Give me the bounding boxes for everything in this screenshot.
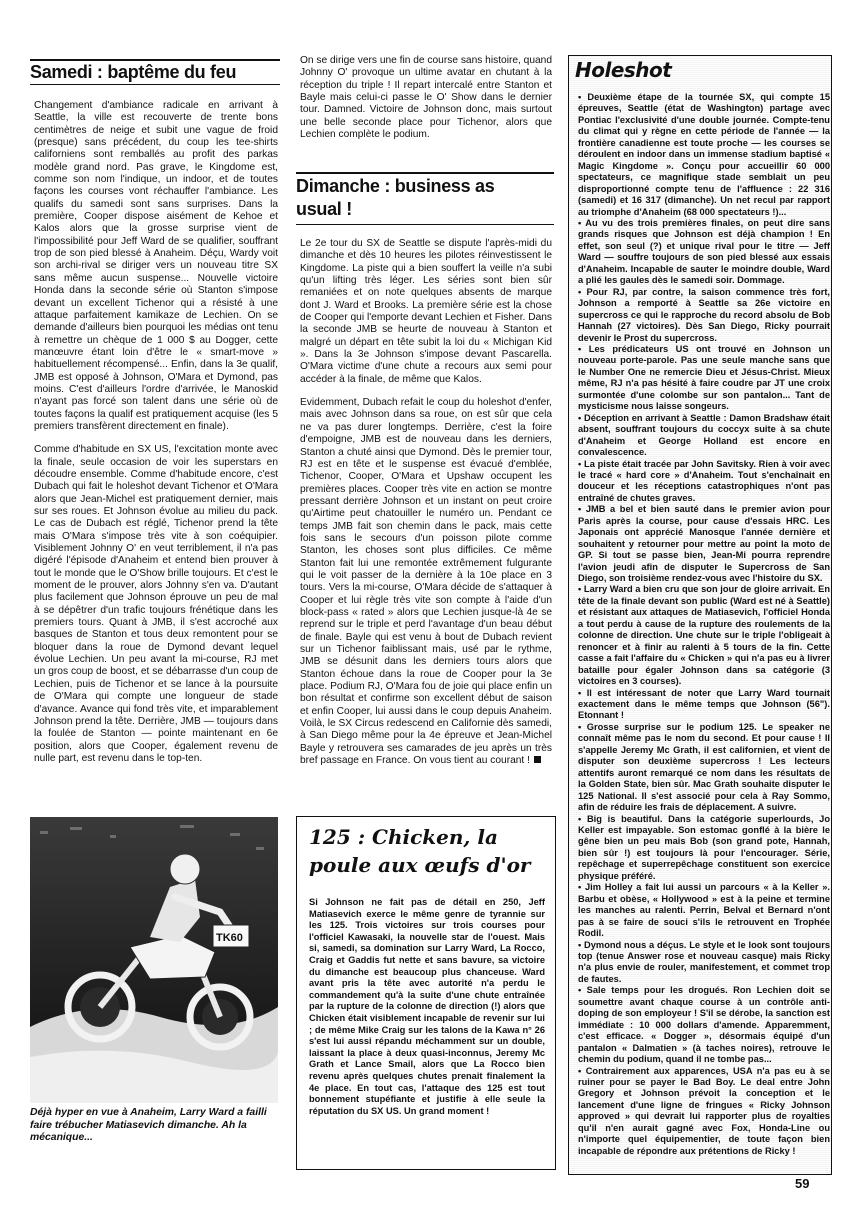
holeshot-item: • JMB a bel et bien sauté dans le premier avion pour Paris après la course, pour cause d'essais HRC. Les Japonais ont apprécié Manosque l'année dernière et souhaitent y retourner pour mettre au point la moto de GP. Si tout se passe bien, Jean-Mi pourra reprendre l'avion jeudi afin de disputer le Supercross de San Diego, son troisième rendez-vous avec l'histoire du SX. [578,504,830,584]
holeshot-item: • Les prédicateurs US ont trouvé en Johnson un nouveau porte-parole. Pas une seule manche sans que le Number One ne remercie Dieu et Jésus-Christ. Mieux même, RJ n'a pas hésité à faire coudre par JT une croix surmontée d'une colombe sur son pantalon... Tant de mysticisme nous laisse songeurs. [578,343,830,412]
rule-under-heading-dimanche [296,224,554,225]
paragraph: Changement d'ambiance radicale en arrivant à Seattle, la ville est recouverte de trente bons centimètres de neige et subit une vague de froid (presque) sans précédent, du coup les tee-shirts californiens sont remballés au profit des parkas modèle grand nord. Pas grave, le Kingdome est, comme son nom l'indique, un indoor, et de toutes façons les courses vont réchauffer l'ambiance. Les qualifs du samedi sont sans surprises. Dans la première, Cooper dispose aisément de Kehoe et Kalos alors que la grosse surprise vient de l'impossibilité pour Jeff Ward de se qualifier, souffrant trop de son pied blessé à Anaheim. Déçu, Wardy voit son archi-rival se diriger vers un nouveau titre SX sans même aucun suspense... Nouvelle victoire Honda dans la seconde série où Stanton s'impose devant un excellent Tichenor qui a résisté à une attaque parfaitement kamikaze de Lechien. On se demande d'ailleurs bien pourquoi les médias ont tenu à remettre un chèque de 1 000 $ au Dogger, cette manœuvre étant loin d'être le « smart-move » habituellement récompensé... Enfin, dans la 3e qualif, JMB est opposé à Johnson, O'Mara et Dymond, pas moins. C'est d'ailleurs l'ordre d'arrivée, le Manoskid n'ayant pas forcé son talent dans une série où de toutes façons la qualif est pratiquement acquise (les 5 premiers transfèrent directement en finale). [34,100,278,432]
holeshot-title: Holeshot [575,58,672,82]
motocross-photo [30,817,278,1103]
heading-125: 125 : Chicken, la poule aux œufs d'or [309,825,531,877]
bike-number: TK60 [216,932,243,944]
paragraph-continuation: On se dirige vers une fin de course sans histoire, quand Johnny O' provoque un ultime avatar en chutant à la réception du triple ! Il repart intercalé entre Stanton et Bayle mais celui-ci passe le O' Show dans le dernier tour. Damned. Victoire de Johnson donc, mais surtout une belle seconde place pour Tichenor, alors que Lechien complète le podium. [300,55,553,141]
paragraph: Comme d'habitude en SX US, l'excitation monte avec la finale, seule occasion de voir les superstars en découdre ensemble. Comme d'habitude encore, c'est Dubach qui fait le holeshot devant Tichenor et O'Mara alors que Jean-Michel est pratiquement dernier, mais sur ses roues. Et Johnson évolue au milieu du pack. Le cas de Dubach est réglé, Tichenor prend la tête mais O'Mara s'impose très vite à son coéquipier. Visiblement Johnny O' en veut terriblement, il n'a pas digéré l'épisode d'Anaheim et entend bien prouver à tout le monde que le O'Show brille toujours. Et c'est le moment de le prouver, alors Johnny s'en va. D'autant plus facilement que Johnson éprouve un peu de mal à se dépêtrer d'un trafic toujours frénétique dans les premiers tours. Quant à JMB, il s'est accroché aux basques de Stanton et tous deux remontent pour se bloquer dans la roue de Dymond devant lequel évolue Lechien. Un peu avant la mi-course, RJ met un gros coup de boost, et se débarrasse d'un coup de Lechien, puis de Tichenor et se lance à la poursuite de O'Mara qui compte une longueur de stade d'avance. Avance qui fond très vite, et imparablement Johnson prend la tête. Derrière, JMB — toujours dans la foulée de Stanton — pointe maintenant en 6e position, alors que Cooper, également revenu de nulle part, est revenu dans le top-ten. [34,444,278,764]
holeshot-item: • Dymond nous a déçus. Le style et le look sont toujours top (tenue Answer rose et nouveau casque) mais Ricky n'a plus envie de rouler, manifestement, et commet trop de fautes. [578,939,830,984]
holeshot-item: • Grosse surprise sur le podium 125. Le speaker ne connaît même pas le nom du second. Et pour cause ! Il s'appelle Jeremy Mc Grath, il est californien, et vient de disputer son deuxième supercross ! Les lecteurs attentifs auront remarqué ce nom dans les résultats de la Golden State, bien sûr. Mac Grath souhaite disputer le 125 National. Il s'est associé pour cela à Ray Sommo, afin de réduire les frais de déplacement. A suivre. [578,721,830,813]
paragraph: Le 2e tour du SX de Seattle se dispute l'après-midi du dimanche et dès 10 heures les pilotes réinvestissent le Kingdome. La piste qui a bien souffert la veille n'a subi qu'un lifting très léger. Les séries sont bien sûr remaniées et on note quelques absents de marque dont J. Ward et Brooks. La première série est la chose de Cooper qui l'emporte devant Lechien et Fisher. Dans la seconde JMB se heurte de nouveau à Stanton et malgré un départ en tête subit la loi du « Michigan Kid ». Dans la 3e Johnson s'impose devant Pascarella. O'Mara victime d'une chute a recours aux semi pour accéder à la finale, de même que Kalos. [300,238,552,385]
holeshot-item: • Big is beautiful. Dans la catégorie superlourds, Jo Keller est impayable. Son estomac gonflé à la bière le gêne bien un peu mais Bob (son grand pote, Hannah, bien sûr !) est toujours là pour l'encourager. Série, repêchage et superrepêchage constituent son exercice physique préféré. [578,813,830,881]
holeshot-items [578,92,830,1157]
holeshot-item: • Jim Holley a fait lui aussi un parcours « à la Keller ». Barbu et obèse, « Hollywood » est à la peine et termine les manches au ralenti. Perrin, Belval et Bernard n'ont pas à se faire de souci s'ils le retrouvent en Trophée Rodil. [578,882,830,939]
holeshot-item: • Déception en arrivant à Seattle : Damon Bradshaw était absent, souffrant toujours du coccyx suite à sa chute d'Anaheim et George Holland est encore en convalescence. [578,412,830,458]
article-dimanche-body [300,238,552,767]
rule-under-heading-samedi [30,84,280,85]
holeshot-item: • Pour RJ, par contre, la saison commence très fort, Johnson a remporté à Seattle sa 26e victoire en supercross ce qui le rapproche du record absolu de Bob Hannah (27 victoires). Dès San Diego, Ricky pourrait devenir le Prost du supercross. [578,286,830,343]
holeshot-item: • Sale temps pour les drogués. Ron Lechien doit se soumettre avant chaque course à un contrôle anti-doping de son employeur ! S'il se dérobe, la sanction est immédiate : 10 000 dollars d'amende. Apparemment, c'est efficace. « Dogger », désormais équipé d'un pantalon « Dalmatien » (à taches noires), retrouve le chemin du podium, quand il ne tombe pas... [578,985,830,1065]
box-125-chicken [296,816,556,1170]
article-samedi [34,100,278,765]
holeshot-item: • La piste était tracée par John Savitsky. Rien à voir avec le tracé « hard core » d'Anaheim. Tout s'enchaînait en douceur et les réceptions catastrophiques n'ont pas entraîné de chutes graves. [578,458,830,503]
box-125-body: Si Johnson ne fait pas de détail en 250, Jeff Matiasevich exerce le même genre de tyrannie sur les 125. Trois victoires sur trois courses pour l'officiel Kawasaki, la nouvelle star de l'ouest. Mais si, samedi, sa domination sur Larry Ward, La Rocco, Craig et Gaddis fut nette et sans bavure, sa victoire du dimanche est beaucoup plus chanceuse. Ward avant pris la tête avec autorité n'a perdu le commandement qu'à la suite d'une chute entraînée par la rupture de la colonne de direction (!) alors que Chicken était visiblement incapable de revenir sur lui ; de même Mike Craig sur les talons de la Kawa n° 26 s'est lui aussi répandu méchamment sur un double, laissant la place à deux quasi-inconnus, Jeremy Mc Grath et Lance Smail, alors que La Rocco bien revenu après quelques chutes prenait finalement la 4e place. En tout cas, l'attaque des 125 est tout bonnement stupéfiante et justifie à elle seule la réputation du SX US. Un grand moment ! [309,897,545,1116]
end-mark-icon [534,756,541,763]
rule-top-dimanche [296,172,554,174]
heading-samedi: Samedi : baptême du feu [30,62,237,82]
page-number: 59 [795,1176,810,1191]
holeshot-item: • Deuxième étape de la tournée SX, qui compte 15 épreuves, Seattle (état de Washington) partage avec Pontiac l'exclusivité d'une double journée. Compte-tenu du climat qui y règne en cette période de l'année — la frontière canadienne est toute proche — les courses se déroulent en indoor dans un immense stadium baptisé « Magic Kingdome ». Conçu pour accueillir 60 000 spectateurs, ce magnifique stade semblait un peu disproportionné compte tenu de l'affluence : 22 316 (samedi) et 16 317 (dimanche). Un net recul par rapport au triomphe d'Anaheim (68 000 spectateurs !)... [578,92,830,217]
holeshot-item: • Contrairement aux apparences, USA n'a pas eu à se ruiner pour se payer le Bad Boy. Le deal entre John Gregory et Johnson prévoit la conception et le lancement d'une ligne de fringues « Ricky Johnson approved » qui devrait lui rapporter plus de royalties qu'il n'en aurait gagné avec Fox, Honda-Line ou n'importe quel équipementier, de toute façon bien incapable de répondre aux prétentions de Ricky ! [578,1065,830,1156]
paragraph [300,397,552,767]
article-dimanche [300,55,552,141]
rider-illustration [30,817,278,1103]
holeshot-item: • Larry Ward a bien cru que son jour de gloire arrivait. En tête de la finale devant son public (Ward est né à Seattle) et résistant aux attaques de Matiasevich, l'officiel Honda a tout perdu à cause de la rupture des roulements de la colonne de direction. Une chute sur le triple l'obligeait à renoncer et à finir au ralenti à 5 tours de la fin. Cette casse a fait l'affaire du « Chicken » qui n'a pas eu à livrer bataille pour égaler Johnson dans sa catégorie (3 victoires en 3 courses). [578,584,830,687]
paragraph-text: Evidemment, Dubach refait le coup du holeshot d'enfer, mais avec Johnson dans sa roue, on est sûr que cela ne va pas durer longtemps. Derrière, c'est la foire d'empoigne, JMB est de nouveau dans les derniers, Stanton a chuté ainsi que Dymond. Dès le premier tour, RJ est en tête et le suspense est évacué d'emblée, Tichenor, Cooper, O'Mara et Upshaw occupent les premières places. Cooper très vite en action se montre pressant derrière Johnson et un instant on peut croire qu'Airtime peut chatouiller le numéro un. Pendant ce temps JMB fait son chemin dans le pack, mais cette fois sans le secours d'un poisson pilote comme Stanton, les choses sont plus difficiles. Ce même Stanton fait lui une remontée extrêmement fulgurante qui le voit passer de la dernière à la 10e place en 3 tours. Vers la mi-course, O'Mara décide de s'attaquer à Cooper et lui règle très vite son compte à l'aide d'un block-pass « rated » alors que Lechien jusque-là 4e se reprend sur le triple et perd l'avantage d'un beau début de finale. Bayle qui est venu à bout de Dubach revient sur un Tichenor faiblissant mais, usé par le rythme, JMB se désunit dans les derniers tours alors que Stanton échoue dans la roue de Cooper pour la 3e place. Podium RJ, O'Mara fou de joie qui place enfin un bon résultat et confirme son excellent début de saison et enfin Cooper, lui aussi dans le coup depuis Anaheim. Voilà, le SX Circus redescend en Californie dès samedi, à San Diego même pour la 4e épreuve et Jean-Michel Bayle y retrouvera ses camarades de jeu après un très bref passage en France. On vous tient au courant ! [300,397,552,767]
photo-caption: Déjà hyper en vue à Anaheim, Larry Ward a failli faire trébucher Matiasevich dimanche. Ah la mécanique... [30,1107,267,1144]
holeshot-item: • Il est intéressant de noter que Larry Ward tournait exactement dans le même temps que Johnson (56"). Etonnant ! [578,687,830,721]
heading-dimanche: Dimanche : business as usual ! [296,176,495,219]
holeshot-item: • Au vu des trois premières finales, on peut dire sans grands risques que Johnson est déjà champion ! En effet, son seul (?) et unique rival pour le titre — Jeff Ward — souffre toujours de son pied blessé aux essais d'Anaheim. Incapable de sauter le moindre double, Ward a plié les gaules dès le samedi soir. Dommage. [578,217,830,286]
